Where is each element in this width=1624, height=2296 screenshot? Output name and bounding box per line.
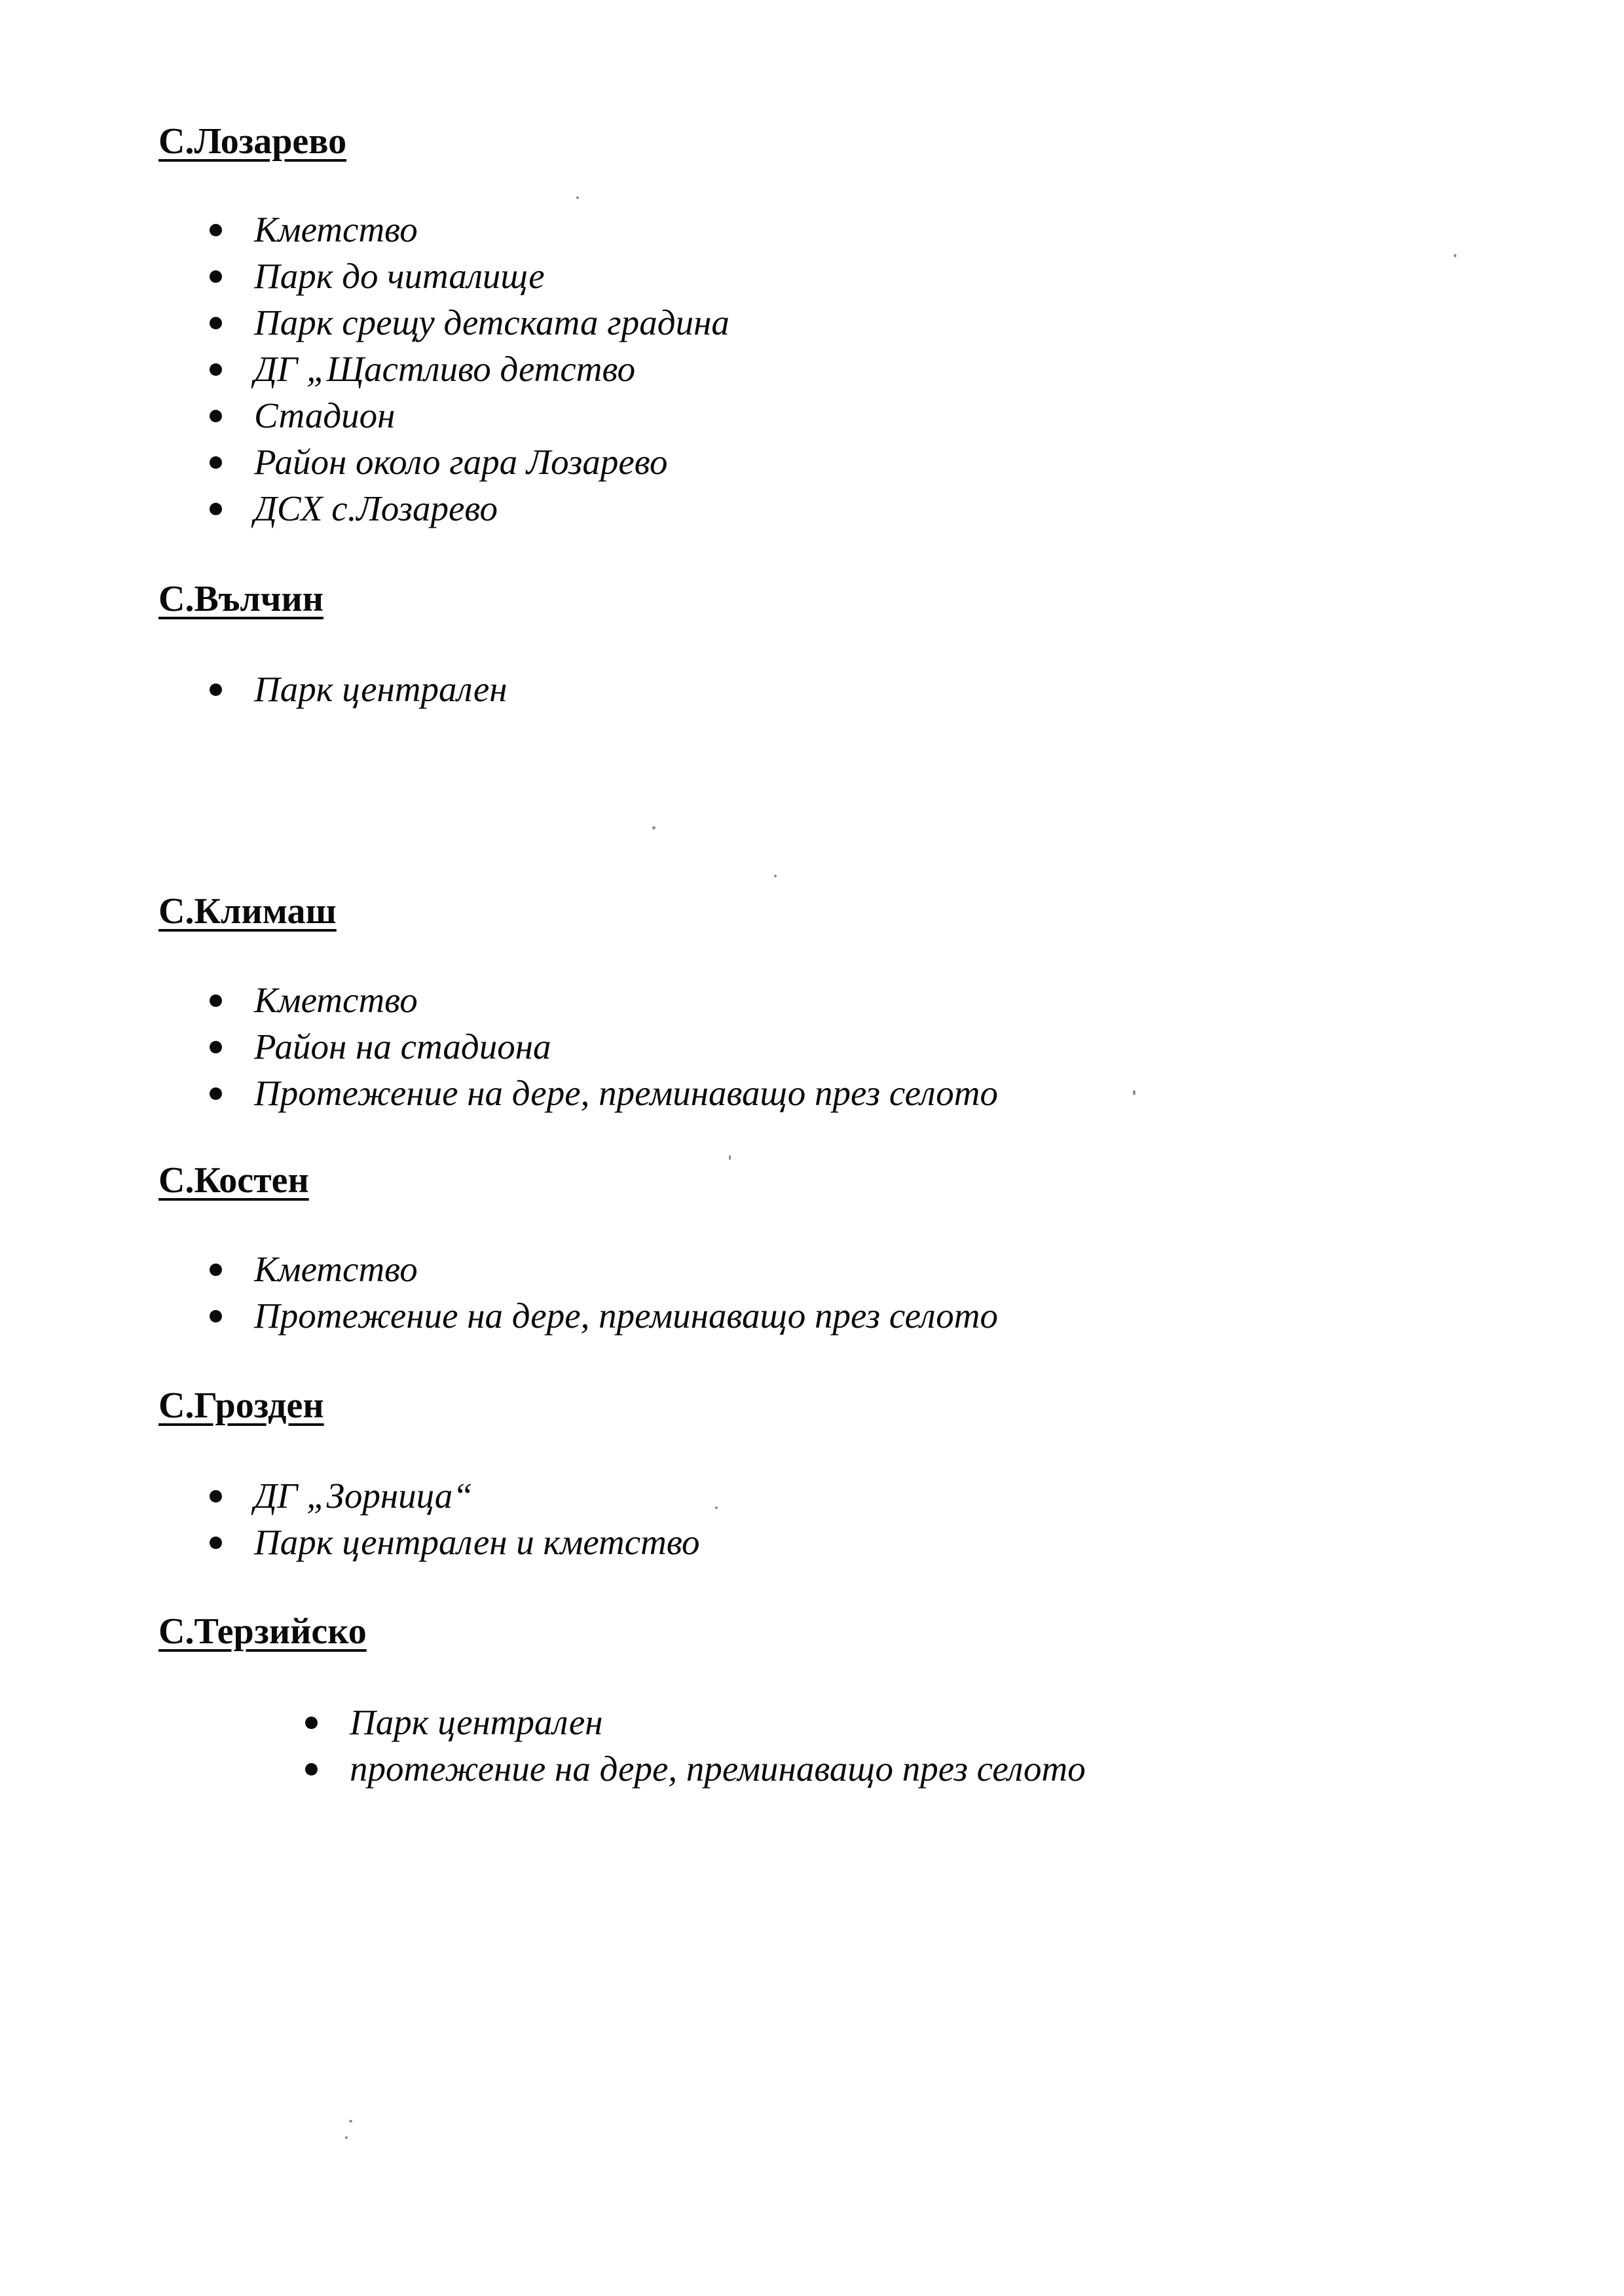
bullet-icon (210, 1310, 222, 1322)
bullet-icon (210, 1490, 222, 1503)
bullet-icon (305, 1763, 318, 1776)
bullet-icon (210, 224, 222, 236)
bullet-icon (210, 1087, 222, 1100)
bullet-icon (210, 1537, 222, 1549)
list-item: протежение на дере, преминаващо през селото (350, 1745, 1086, 1792)
bullet-icon (210, 456, 222, 469)
list-item: Кметство (254, 977, 998, 1023)
section-heading-grozden: С.Грозден (158, 1385, 324, 1426)
scan-speck (345, 2136, 348, 2139)
list-item: Парк централен и кметство (254, 1519, 700, 1565)
section-heading-terziysko: С.Терзийско (158, 1611, 367, 1652)
list-item: ДГ „Зорница“ (254, 1472, 700, 1519)
section-heading-kosten: С.Костен (158, 1160, 309, 1201)
section-list-kosten (254, 1246, 998, 1339)
scan-speck (1133, 1090, 1135, 1095)
list-item: Парк централен (254, 666, 507, 712)
list-item: Кметство (254, 1246, 998, 1292)
list-item: Парк срещу детската градина (254, 299, 729, 346)
list-item: ДГ „Щастливо детство (254, 346, 729, 392)
section-list-valchin (254, 666, 507, 712)
list-item: Кметство (254, 206, 729, 253)
list-item: Парк централен (350, 1699, 1086, 1745)
section-heading-klimash: С.Климаш (158, 891, 337, 932)
scan-speck (715, 1506, 718, 1509)
scan-speck (576, 196, 579, 199)
list-item: Парк до читалище (254, 253, 729, 299)
scan-speck (1454, 254, 1456, 257)
bullet-icon (210, 1264, 222, 1276)
list-item: Протежение на дере, преминаващо през селото (254, 1292, 998, 1339)
bullet-icon (210, 503, 222, 515)
bullet-icon (305, 1717, 318, 1729)
bullet-icon (210, 1041, 222, 1053)
list-item: Стадион (254, 392, 729, 439)
bullet-icon (210, 363, 222, 376)
list-item: Район на стадиона (254, 1023, 998, 1070)
section-list-grozden (254, 1472, 700, 1565)
bullet-icon (210, 994, 222, 1007)
scan-speck (774, 875, 777, 877)
section-list-lozarevo (254, 206, 729, 532)
bullet-icon (210, 410, 222, 422)
section-heading-lozarevo: С.Лозарево (158, 121, 347, 162)
bullet-icon (210, 317, 222, 329)
list-item: ДСХ с.Лозарево (254, 485, 729, 532)
section-heading-valchin: С.Вълчин (158, 579, 323, 619)
list-item: Район около гара Лозарево (254, 439, 729, 485)
scan-speck (729, 1155, 731, 1160)
section-list-terziysko (350, 1699, 1086, 1792)
section-list-klimash (254, 977, 998, 1116)
scan-speck (652, 826, 655, 829)
bullet-icon (210, 270, 222, 283)
list-item: Протежение на дере, преминаващо през селото (254, 1070, 998, 1116)
bullet-icon (210, 683, 222, 696)
scan-speck (349, 2120, 352, 2123)
